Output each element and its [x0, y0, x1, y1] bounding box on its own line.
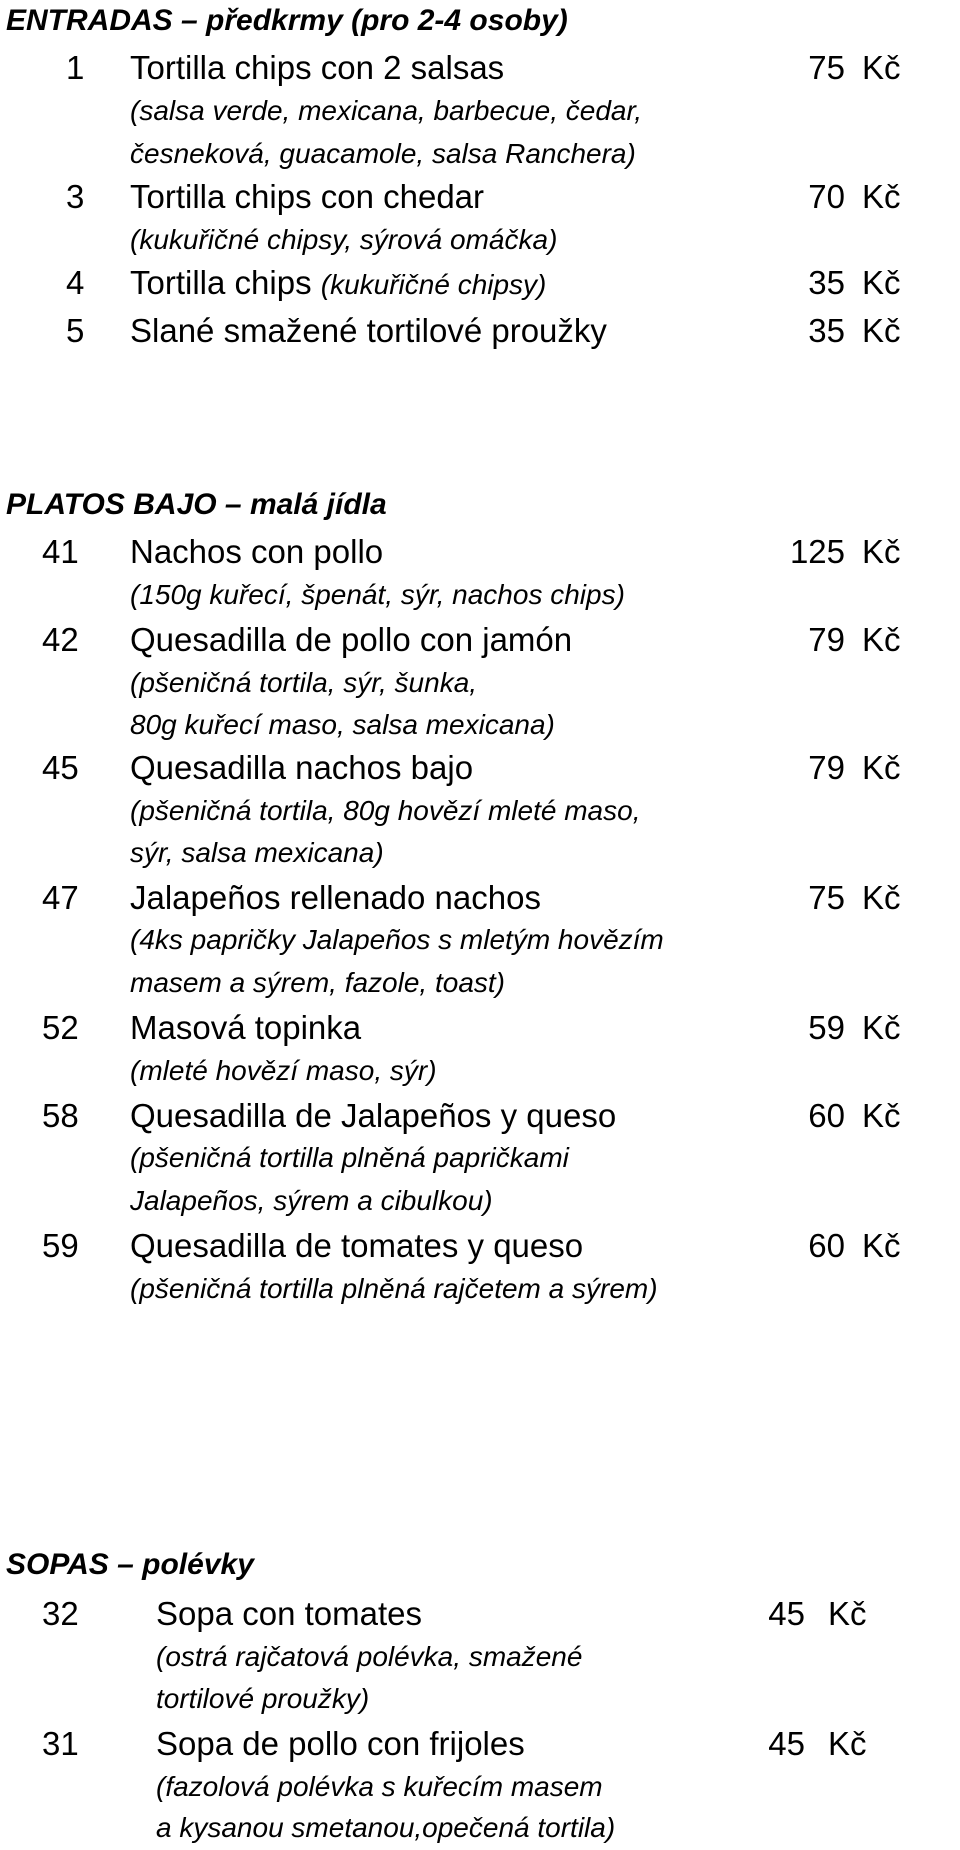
item-number: 59 [42, 1227, 79, 1264]
item-name: Slané smažené tortilové proužky [130, 312, 607, 349]
item-price: 60 [808, 1227, 845, 1264]
item-name: Sopa con tomates [156, 1595, 422, 1632]
item-name: Quesadilla de Jalapeños y queso [130, 1097, 617, 1134]
item-currency: Kč [862, 879, 901, 916]
item-number: 4 [66, 264, 85, 301]
item-description: (pšeničná tortilla plněná rajčetem a sýrem) [130, 1273, 658, 1304]
item-number: 42 [42, 621, 79, 658]
item-number: 52 [42, 1009, 79, 1046]
item-name: Quesadilla de pollo con jamón [130, 621, 573, 658]
item-name-group [130, 263, 546, 305]
section-title-sopas: SOPAS – polévky [6, 1548, 254, 1581]
item-currency: Kč [862, 264, 901, 301]
item-name: Tortilla chips [130, 264, 312, 301]
item-description: (ostrá rajčatová polévka, smažené [156, 1641, 583, 1672]
item-price: 59 [808, 1009, 845, 1046]
item-description: (150g kuřecí, špenát, sýr, nachos chips) [130, 579, 625, 610]
item-currency: Kč [862, 1227, 901, 1264]
item-description: a kysanou smetanou,opečená tortila) [156, 1812, 616, 1843]
item-number: 45 [42, 749, 79, 786]
item-description: (salsa verde, mexicana, barbecue, čedar, [130, 95, 643, 126]
item-currency: Kč [862, 621, 901, 658]
item-price: 70 [808, 178, 845, 215]
item-number: 41 [42, 533, 79, 570]
item-price: 75 [808, 879, 845, 916]
item-description: (kukuřičné chipsy, sýrová omáčka) [130, 224, 558, 255]
item-number: 31 [42, 1725, 79, 1762]
item-price: 79 [808, 621, 845, 658]
item-currency: Kč [862, 178, 901, 215]
item-price: 125 [789, 533, 845, 570]
item-currency: Kč [862, 312, 901, 349]
item-number: 1 [66, 49, 85, 86]
item-currency: Kč [862, 1009, 901, 1046]
item-description: (pšeničná tortilla plněná papričkami [130, 1142, 569, 1173]
item-description: 80g kuřecí maso, salsa mexicana) [130, 709, 555, 740]
item-description: (pšeničná tortila, 80g hovězí mleté maso, [130, 795, 641, 826]
item-description: masem a sýrem, fazole, toast) [130, 967, 506, 998]
item-description: sýr, salsa mexicana) [130, 837, 384, 868]
item-number: 32 [42, 1595, 79, 1632]
item-name: Sopa de pollo con frijoles [156, 1725, 525, 1762]
item-price: 75 [808, 49, 845, 86]
item-name: Masová topinka [130, 1009, 362, 1046]
item-currency: Kč [828, 1595, 867, 1632]
item-price: 45 [768, 1595, 805, 1632]
item-description: (fazolová polévka s kuřecím masem [156, 1771, 603, 1802]
item-currency: Kč [862, 533, 901, 570]
item-description: tortilové proužky) [156, 1683, 370, 1714]
item-price: 35 [808, 264, 845, 301]
item-price: 35 [808, 312, 845, 349]
item-number: 58 [42, 1097, 79, 1134]
item-name: Quesadilla de tomates y queso [130, 1227, 584, 1264]
item-price: 45 [768, 1725, 805, 1762]
item-description: (4ks papričky Jalapeños s mletým hovězím [130, 924, 664, 955]
item-description: (mleté hovězí maso, sýr) [130, 1055, 437, 1086]
item-description: (pšeničná tortila, sýr, šunka, [130, 667, 478, 698]
item-number: 5 [66, 312, 85, 349]
item-number: 3 [66, 178, 85, 215]
item-name-note: (kukuřičné chipsy) [320, 269, 547, 300]
item-number: 47 [42, 879, 79, 916]
item-name: Tortilla chips con 2 salsas [130, 49, 505, 86]
item-currency: Kč [828, 1725, 867, 1762]
item-description: česneková, guacamole, salsa Ranchera) [130, 138, 636, 169]
item-name: Nachos con pollo [130, 533, 384, 570]
item-currency: Kč [862, 749, 901, 786]
item-name: Tortilla chips con chedar [130, 178, 485, 215]
section-title-platos: PLATOS BAJO – malá jídla [6, 488, 387, 521]
section-title-entradas: ENTRADAS – předkrmy (pro 2-4 osoby) [6, 4, 568, 37]
item-description: Jalapeños, sýrem a cibulkou) [130, 1185, 493, 1216]
item-price: 60 [808, 1097, 845, 1134]
item-name: Jalapeños rellenado nachos [130, 879, 541, 916]
item-price: 79 [808, 749, 845, 786]
item-currency: Kč [862, 1097, 901, 1134]
item-name: Quesadilla nachos bajo [130, 749, 474, 786]
item-currency: Kč [862, 49, 901, 86]
